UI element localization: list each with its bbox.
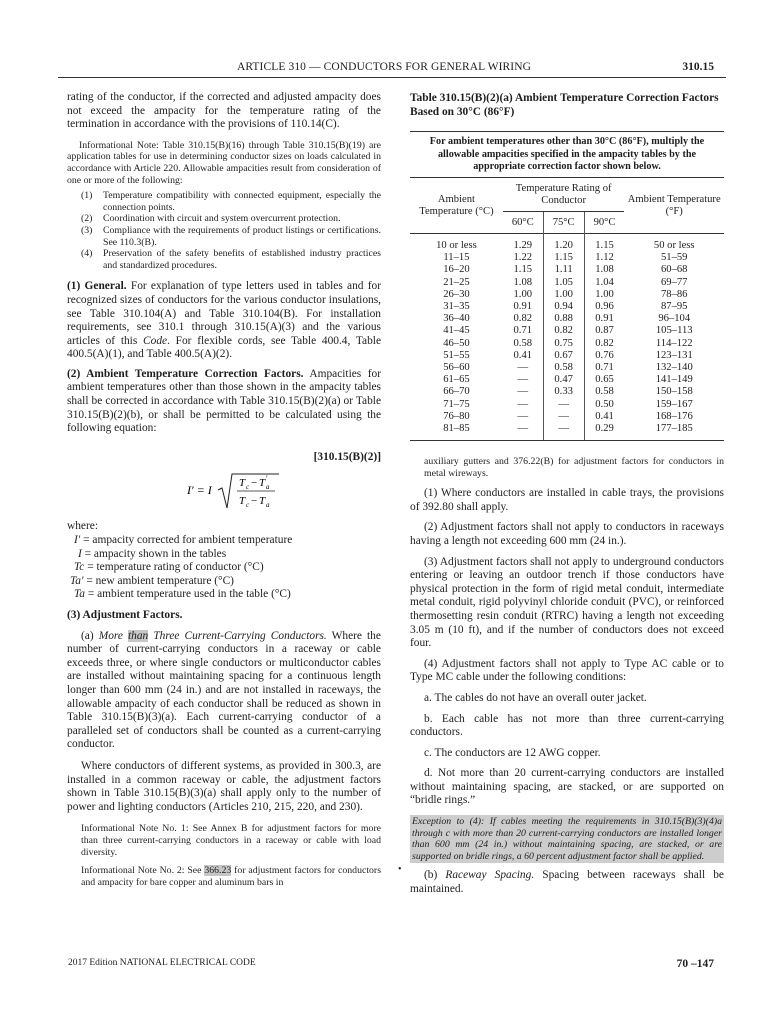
header-rule xyxy=(58,77,726,78)
table-cell: 0.29 xyxy=(595,423,614,435)
svg-text:T: T xyxy=(239,495,246,508)
footer-page-number: 70 –147 xyxy=(676,958,714,970)
table-row xyxy=(410,277,724,289)
table-cell: 1.12 xyxy=(595,252,614,264)
table-cell: 0.82 xyxy=(503,313,543,325)
list-item: (1) Temperature compatibility with connected equipment, especially the connection points. xyxy=(81,190,381,213)
table-row xyxy=(410,313,724,325)
table-cell: 50 or less xyxy=(653,239,695,251)
right-column xyxy=(398,456,724,897)
table-cell: 46–50 xyxy=(443,337,470,349)
svg-text:a: a xyxy=(266,501,270,510)
table-cell: 105–113 xyxy=(655,325,693,337)
table-row xyxy=(410,325,724,337)
svg-text:−: − xyxy=(251,477,258,490)
table-cell: 16–20 xyxy=(443,264,470,276)
table-cell: 69–77 xyxy=(660,276,688,288)
paragraph-2: (2) Adjustment factors shall not apply to conductors in raceways having a length not exceeding 600 mm (24 in.). xyxy=(410,521,724,547)
table-cell: 0.88 xyxy=(543,313,584,325)
table-cell: 0.65 xyxy=(595,374,614,386)
table-cell: 60–68 xyxy=(660,264,688,276)
table-cell: 31–35 xyxy=(443,300,470,312)
paragraph-4a: a. The cables do not have an overall outer jacket. xyxy=(424,691,647,704)
table-row xyxy=(410,399,724,411)
svg-text:T: T xyxy=(259,495,266,508)
svg-text:c: c xyxy=(246,483,250,492)
col-header-75c: 75°C xyxy=(543,211,584,233)
equation-reference: [310.15(B)(2)] xyxy=(313,450,381,463)
ambient-correction-table-block xyxy=(410,92,724,441)
table-cell: 36–40 xyxy=(443,313,470,325)
table-cell: — xyxy=(543,411,584,423)
ambient-paragraph: (2) Ambient Temperature Correction Factors. Ampacities for ambient temperatures other than those shown in the ampacity tables shall be corrected in accordance with Table 310.15(B)(2)(a) or Table 310.15(B)(2)(b), or shall be permitted to be calculated using the following equation: xyxy=(67,367,381,435)
table-cell: 51–59 xyxy=(660,252,688,264)
table-cell: 61–65 xyxy=(443,374,470,386)
equation-figure xyxy=(67,468,381,516)
table-cell: 1.08 xyxy=(503,277,543,289)
table-cell: — xyxy=(543,399,584,411)
table-cell: 41–45 xyxy=(443,325,470,337)
where-item: Tc = temperature rating of conductor (°C) xyxy=(74,561,264,574)
table-cell: 0.67 xyxy=(543,350,584,362)
table-cell: 1.15 xyxy=(595,239,614,251)
table-cell: 1.04 xyxy=(595,276,614,288)
ambient-correction-table xyxy=(410,177,724,440)
table-cell: 1.00 xyxy=(503,289,543,301)
table-cell: 81–85 xyxy=(443,423,470,435)
paragraph-4: (4) Adjustment factors shall not apply to Type AC cable or to Type MC cable under the following conditions: xyxy=(410,657,724,684)
col-header-90c: 90°C xyxy=(593,216,616,228)
table-cell: 0.41 xyxy=(503,350,543,362)
table-cell: 114–122 xyxy=(655,337,693,349)
table-cell: — xyxy=(503,411,543,423)
table-cell: 51–55 xyxy=(443,349,470,361)
table-row xyxy=(410,386,724,398)
table-cell: 0.87 xyxy=(595,325,614,337)
table-cell: 87–95 xyxy=(660,300,688,312)
svg-text:T: T xyxy=(259,477,266,490)
table-cell: — xyxy=(503,374,543,386)
ambient-heading: (2) Ambient Temperature Correction Factors. xyxy=(67,367,304,380)
change-bullet: • xyxy=(398,864,402,876)
table-box xyxy=(410,131,724,441)
paragraph-3: (3) Adjustment factors shall not apply to underground conductors entering or leaving an outdoor trench if those conductors have physical protection in the form of rigid metal conduit, intermediate metal conduit, rigid polyvinyl chloride conduit (PVC), or reinforced thermosetting resin conduit (RTRC) having a length not exceeding 3.05 m (10 ft), and if the number of conductors does not exceed four. xyxy=(410,555,724,650)
table-cell: 0.71 xyxy=(503,325,543,337)
table-cell: 0.47 xyxy=(543,374,584,386)
table-title: Table 310.15(B)(2)(a) Ambient Temperature Correction Factors Based on 30°C (86°F) xyxy=(410,92,719,118)
table-head-note: For ambient temperatures other than 30°C (86°F), multiply the allowable ampacities specified in the ampacity tables by the appropriate correction factor shown below. xyxy=(429,136,705,173)
continued-note: auxiliary gutters and 376.22(B) for adjustment factors for conductors in metal wireways. xyxy=(424,456,724,479)
table-cell: 0.58 xyxy=(595,386,614,398)
table-row xyxy=(410,338,724,350)
paragraph-1: (1) Where conductors are installed in cable trays, the provisions of 392.80 shall apply. xyxy=(410,487,724,513)
table-cell: 1.00 xyxy=(543,289,584,301)
table-cell: 0.58 xyxy=(503,338,543,350)
table-cell: 21–25 xyxy=(443,276,470,288)
informational-note-2: Informational Note No. 2: See 366.23 for adjustment factors for conductors and ampacity for bare copper and aluminum bars in xyxy=(81,865,382,888)
table-cell: 1.22 xyxy=(503,252,543,264)
col-header-rating-group: Temperature Rating of Conductor xyxy=(503,177,625,211)
where-item: Ta′ = new ambient temperature (°C) xyxy=(70,574,234,587)
table-cell: 10 or less xyxy=(436,239,477,251)
list-item: (4) Preservation of the safety benefits of established industry practices and standardized procedures. xyxy=(81,248,381,271)
table-cell: 96–104 xyxy=(658,313,691,325)
table-cell: 66–70 xyxy=(443,386,470,398)
svg-text:′: ′ xyxy=(266,474,268,484)
table-cell: 1.29 xyxy=(503,233,543,252)
svg-text:I′ = I: I′ = I xyxy=(187,483,212,498)
table-cell: 123–131 xyxy=(655,349,693,361)
highlighted-reference: 366.23 xyxy=(204,865,232,877)
table-cell: 0.71 xyxy=(595,362,614,373)
col-header-60c: 60°C xyxy=(503,211,543,233)
svg-text:−: − xyxy=(251,495,258,508)
paragraph-4c: c. The conductors are 12 AWG copper. xyxy=(424,746,601,759)
col-header-ambient-f: Ambient Temperature (°F) xyxy=(627,193,721,218)
table-row xyxy=(410,374,724,386)
table-body xyxy=(410,233,724,440)
table-cell: 0.75 xyxy=(543,338,584,350)
where-item: Ta = ambient temperature used in the table (°C) xyxy=(74,588,291,601)
svg-text:T: T xyxy=(239,477,246,490)
informational-note-list xyxy=(81,190,381,271)
ampacity-equation xyxy=(67,468,381,516)
table-cell: 78–86 xyxy=(660,288,688,300)
table-cell: 0.91 xyxy=(503,301,543,313)
table-cell: — xyxy=(543,423,584,440)
table-cell: 150–158 xyxy=(655,386,693,398)
table-cell: 0.58 xyxy=(543,362,584,374)
informational-note-1: Informational Note No. 1: See Annex B for adjustment factors for more than three current-carrying conductors in a raceway or cable with load diversity. xyxy=(81,823,381,858)
systems-paragraph: Where conductors of different systems, as provided in 300.3, are installed in a common raceway or cable, the adjustment factors shown in Table 310.15(B)(3)(a) shall apply only to the number of power and lighting conductors (Articles 210, 215, 220, and 230). xyxy=(67,759,381,813)
table-cell: 11–15 xyxy=(443,252,470,264)
table-cell: 1.08 xyxy=(595,264,614,276)
general-heading: (1) General. xyxy=(67,280,127,293)
running-header-section: 310.15 xyxy=(682,61,714,73)
paragraph-continued: rating of the conductor, if the corrected and adjusted ampacity does not exceed the ampacity for the temperature rating of the termination in accordance with the provisions of 110.14(C). xyxy=(67,91,381,131)
adjustment-heading: (3) Adjustment Factors. xyxy=(67,609,183,621)
table-row xyxy=(410,252,724,264)
svg-text:a: a xyxy=(266,483,270,492)
table-cell: — xyxy=(503,362,543,374)
footer-edition: 2017 Edition NATIONAL ELECTRICAL CODE xyxy=(68,958,256,968)
table-cell: 177–185 xyxy=(655,423,693,435)
list-item: (2) Coordination with circuit and system overcurrent protection. xyxy=(81,213,341,225)
col-header-ambient-c: Ambient Temperature (°C) xyxy=(419,193,494,218)
table-row xyxy=(410,411,724,423)
table-cell: 1.20 xyxy=(543,233,584,252)
paragraph-4d: d. Not more than 20 current-carrying conductors are installed without maintaining spacing, are stacked, or are supported on “bridle rings.” xyxy=(410,767,724,807)
informational-note-text: Informational Note: Table 310.15(B)(16) through Table 310.15(B)(19) are application tables for use in determining conductor sizes on loads calculated in accordance with Article 220. Allowable ampacities result from consideration of one or more of the following: xyxy=(67,139,381,186)
table-cell: 0.96 xyxy=(595,300,614,312)
table-cell: 71–75 xyxy=(443,398,470,410)
adjustment-a-paragraph: (a) More than Three Current-Carrying Conductors. Where the number of current-carrying conductors in a raceway or cable exceeds three, or where single conductors or multiconductor cables are installed without maintaining spacing for a continuous length longer than 600 mm (24 in.) and are not installed in raceways, the allowable ampacity of each conductor shall be reduced as shown in Table 310.15(B)(3)(a). Each current-carrying conductor of a paralleled set of conductors shall be counted as a current-carrying conductor. xyxy=(67,629,381,751)
table-cell: 76–80 xyxy=(443,410,470,422)
table-cell: 1.00 xyxy=(595,288,614,300)
table-cell: — xyxy=(503,423,543,440)
where-label: where: xyxy=(67,520,98,533)
svg-text:c: c xyxy=(246,501,250,510)
table-cell: 0.33 xyxy=(543,386,584,398)
table-row xyxy=(410,423,724,440)
running-header-title: ARTICLE 310 — CONDUCTORS FOR GENERAL WIRING xyxy=(236,61,532,73)
paragraph-b: • (b) Raceway Spacing. Spacing between raceways shall be maintained. xyxy=(398,864,724,896)
where-block xyxy=(67,520,381,602)
table-cell: 0.94 xyxy=(543,301,584,313)
table-cell: 1.05 xyxy=(543,277,584,289)
informational-note xyxy=(67,140,381,186)
table-cell: 168–176 xyxy=(655,410,693,422)
table-cell: — xyxy=(503,399,543,411)
table-cell: 0.82 xyxy=(543,325,584,337)
table-row xyxy=(410,301,724,313)
general-paragraph: (1) General. For explanation of type letters used in tables and for recognized sizes of conductors for the various conductor insulations, see Table 310.104(A) and Table 310.104(B). For installation requirements, see 310.1 through 310.15(A)(3) and the various articles of this Code. For flexible cords, see Table 400.4, Table 400.5(A)(1), and Table 400.5(A)(2). xyxy=(67,280,382,361)
table-cell: 132–140 xyxy=(655,362,693,373)
table-cell: 56–60 xyxy=(443,362,470,373)
table-cell: 0.50 xyxy=(595,398,614,410)
table-cell: — xyxy=(503,386,543,398)
table-cell: 159–167 xyxy=(655,398,693,410)
list-item: (3) Compliance with the requirements of product listings or certifications. See 110.3(B). xyxy=(81,224,381,248)
left-column xyxy=(67,91,381,888)
where-item: I′ = ampacity corrected for ambient temperature xyxy=(74,534,293,547)
table-cell: 1.15 xyxy=(503,264,543,276)
highlighted-word: than xyxy=(128,629,149,642)
table-cell: 0.82 xyxy=(595,337,614,349)
exception-note: Exception to (4): If cables meeting the requirements in 310.15(B)(3)(4)a through c with more than 20 current-carrying conductors are installed longer than 600 mm (24 in.) without maintaining spacing, are stacked, or are supported on bridle rings, a 60 percent adjustment factor shall be applied. xyxy=(412,816,722,862)
table-cell: 141–149 xyxy=(655,374,693,386)
table-cell: 0.41 xyxy=(595,410,614,422)
table-cell: 1.15 xyxy=(543,252,584,264)
table-row xyxy=(410,350,724,362)
table-row xyxy=(410,264,724,276)
table-cell: 26–30 xyxy=(443,288,470,300)
table-cell: 0.91 xyxy=(595,313,614,325)
table-row xyxy=(410,289,724,301)
table-row xyxy=(410,233,724,252)
table-row xyxy=(410,362,724,374)
where-item: I = ampacity shown in the tables xyxy=(78,547,227,560)
table-cell: 0.76 xyxy=(595,349,614,361)
table-cell: 1.11 xyxy=(543,264,584,276)
paragraph-4b: b. Each cable has not more than three current-carrying conductors. xyxy=(410,712,724,739)
